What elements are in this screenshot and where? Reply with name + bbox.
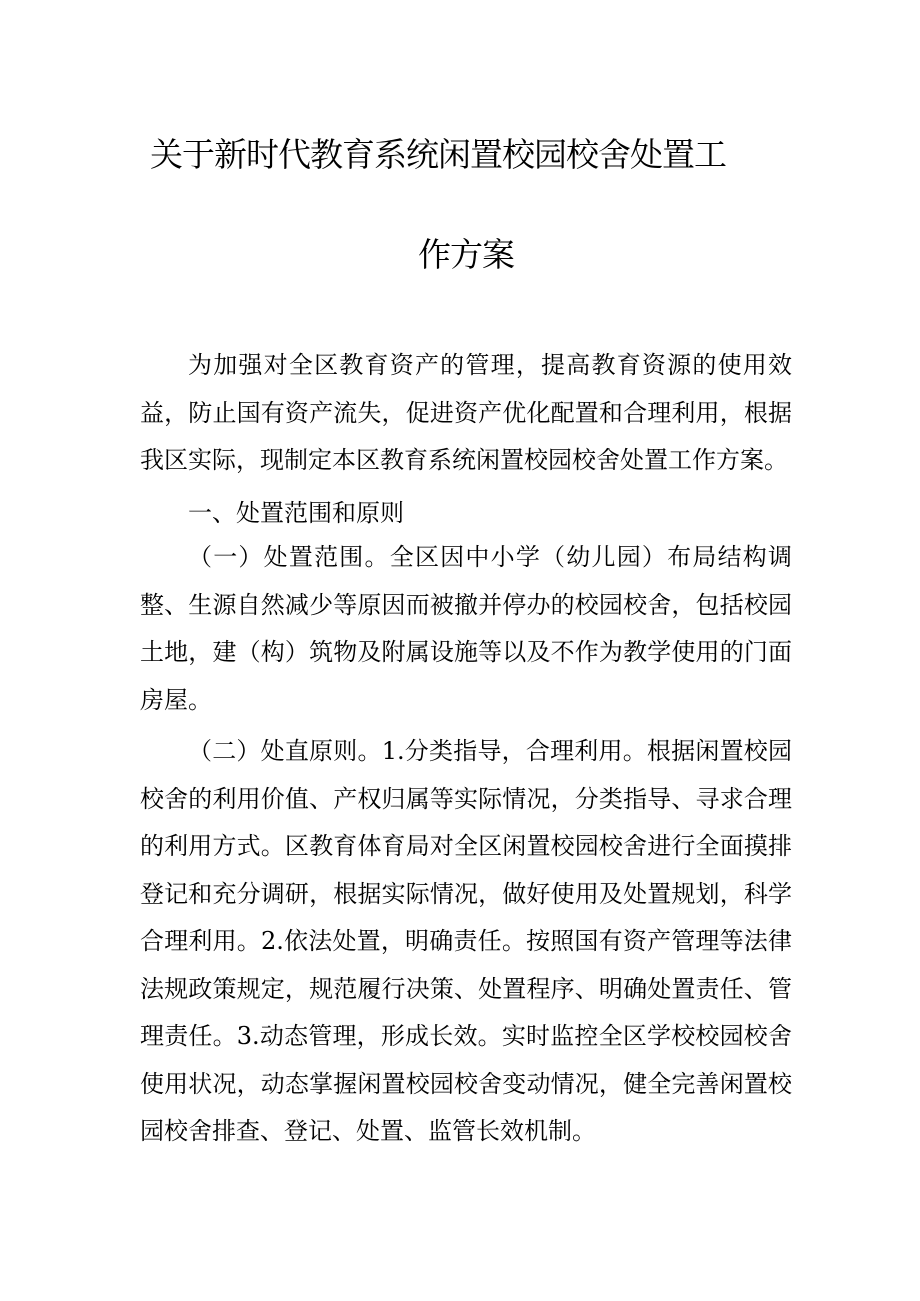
document-title-line-2: 作方案 — [418, 235, 514, 274]
paragraph-disposal-principles: （二）处直原则。1.分类指导，合理利用。根据闲置校园校舍的利用价值、产权归属等实际情况，分类指导、寻求合理的利用方式。区教育体育局对全区闲置校园校舍进行全面摸排登记和充分调研，根据实际情况，做好使用及处置规划，科学合理利用。2.依法处置，明确责任。按照国有资产管理等法律法规政策规定，规范履行决策、处置程序、明确处置责任、管理责任。3.动态管理，形成长效。实时监控全区学校校园校舍使用状况，动态掌握闲置校园校舍变动情况，健全完善闲置校园校舍排查、登记、处置、监管长效机制。 — [140, 737, 792, 1145]
intro-paragraph: 为加强对全区教育资产的管理，提高教育资源的使用效益，防止国有资产流失，促进资产优化配置和合理利用，根据我区实际，现制定本区教育系统闲置校园校舍处置工作方案。 — [140, 351, 792, 474]
section-heading-scope-principles: 一、处置范围和原则 — [188, 499, 404, 527]
paragraph-disposal-scope: （一）处置范围。全区因中小学（幼儿园）布局结构调整、生源自然减少等原因而被撤并停办的校园校舍，包括校园土地，建（构）筑物及附属设施等以及不作为教学使用的门面房屋。 — [140, 543, 792, 714]
document-title-line-1: 关于新时代教育系统闲置校园校舍处置工 — [150, 135, 726, 174]
